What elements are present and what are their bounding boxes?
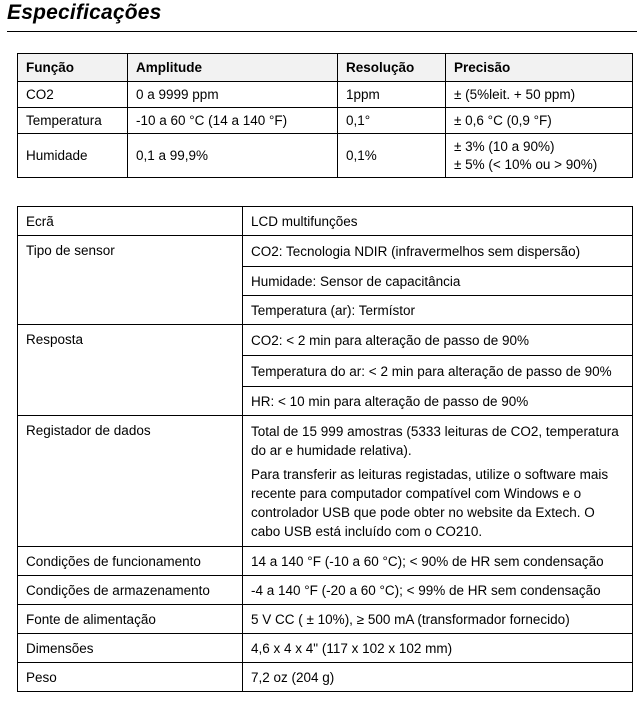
cell-function: CO2	[18, 82, 128, 108]
table-row	[18, 108, 633, 134]
row-label: Tipo de sensor	[18, 236, 243, 325]
header-resolution: Resolução	[338, 54, 446, 82]
row-label: Ecrã	[18, 207, 243, 236]
title-divider	[7, 31, 637, 32]
cell-resolution: 1ppm	[338, 82, 446, 108]
row-value: CO2: < 2 min para alteração de passo de 90%	[243, 325, 633, 356]
row-label: Fonte de alimentação	[18, 605, 243, 634]
row-label: Peso	[18, 663, 243, 692]
table-row	[18, 207, 633, 236]
spec-table	[17, 53, 633, 178]
row-value: 5 V CC ( ± 10%), ≥ 500 mA (transformador fornecido)	[243, 605, 633, 634]
logger-paragraph: Para transferir as leituras registadas, utilize o software mais recente para computador compatível com Windows e o controlador USB que pode obter no website da Extech. O cabo USB está incluído com o CO210.	[251, 467, 609, 539]
row-label: Dimensões	[18, 634, 243, 663]
logger-paragraph: Total de 15 999 amostras (5333 leituras de CO2, temperatura do ar e humidade relativa).	[251, 424, 619, 458]
page-title: Especificações	[7, 1, 162, 24]
table-row	[18, 663, 633, 692]
cell-function: Humidade	[18, 134, 128, 178]
row-value: 4,6 x 4 x 4" (117 x 102 x 102 mm)	[243, 634, 633, 663]
row-value: CO2: Tecnologia NDIR (infravermelhos sem dispersão)	[243, 236, 633, 267]
cell-range: -10 a 60 °C (14 a 140 °F)	[128, 108, 338, 134]
accuracy-line: ± 3% (10 a 90%)	[454, 138, 555, 154]
table-row	[18, 547, 633, 576]
header-accuracy: Precisão	[446, 54, 633, 82]
cell-accuracy: ± 0,6 °C (0,9 °F)	[446, 108, 633, 134]
table-row	[18, 236, 633, 267]
table-row	[18, 634, 633, 663]
row-value	[243, 416, 633, 547]
cell-range: 0 a 9999 ppm	[128, 82, 338, 108]
row-value: HR: < 10 min para alteração de passo de 90%	[243, 387, 633, 416]
cell-range: 0,1 a 99,9%	[128, 134, 338, 178]
row-value: Temperatura do ar: < 2 min para alteração de passo de 90%	[243, 356, 633, 387]
row-value: Humidade: Sensor de capacitância	[243, 267, 633, 296]
table-row	[18, 416, 633, 547]
row-label: Condições de funcionamento	[18, 547, 243, 576]
row-value: -4 a 140 °F (-20 a 60 °C); < 99% de HR sem condensação	[243, 576, 633, 605]
table-row	[18, 576, 633, 605]
table-row	[18, 82, 633, 108]
row-label: Registador de dados	[18, 416, 243, 547]
cell-resolution: 0,1%	[338, 134, 446, 178]
header-function: Função	[18, 54, 128, 82]
cell-function: Temperatura	[18, 108, 128, 134]
row-value: Temperatura (ar): Termístor	[243, 296, 633, 325]
cell-accuracy: ± (5%leit. + 50 ppm)	[446, 82, 633, 108]
row-value: 7,2 oz (204 g)	[243, 663, 633, 692]
table-row	[18, 134, 633, 178]
row-label: Condições de armazenamento	[18, 576, 243, 605]
table-row	[18, 605, 633, 634]
header-range: Amplitude	[128, 54, 338, 82]
cell-accuracy	[446, 134, 633, 178]
accuracy-line: ± 5% (< 10% ou > 90%)	[454, 156, 598, 172]
row-value: LCD multifunções	[243, 207, 633, 236]
cell-resolution: 0,1°	[338, 108, 446, 134]
table-header-row	[18, 54, 633, 82]
table-row	[18, 325, 633, 356]
row-label: Resposta	[18, 325, 243, 416]
details-table	[17, 206, 633, 692]
row-value: 14 a 140 °F (-10 a 60 °C); < 90% de HR sem condensação	[243, 547, 633, 576]
